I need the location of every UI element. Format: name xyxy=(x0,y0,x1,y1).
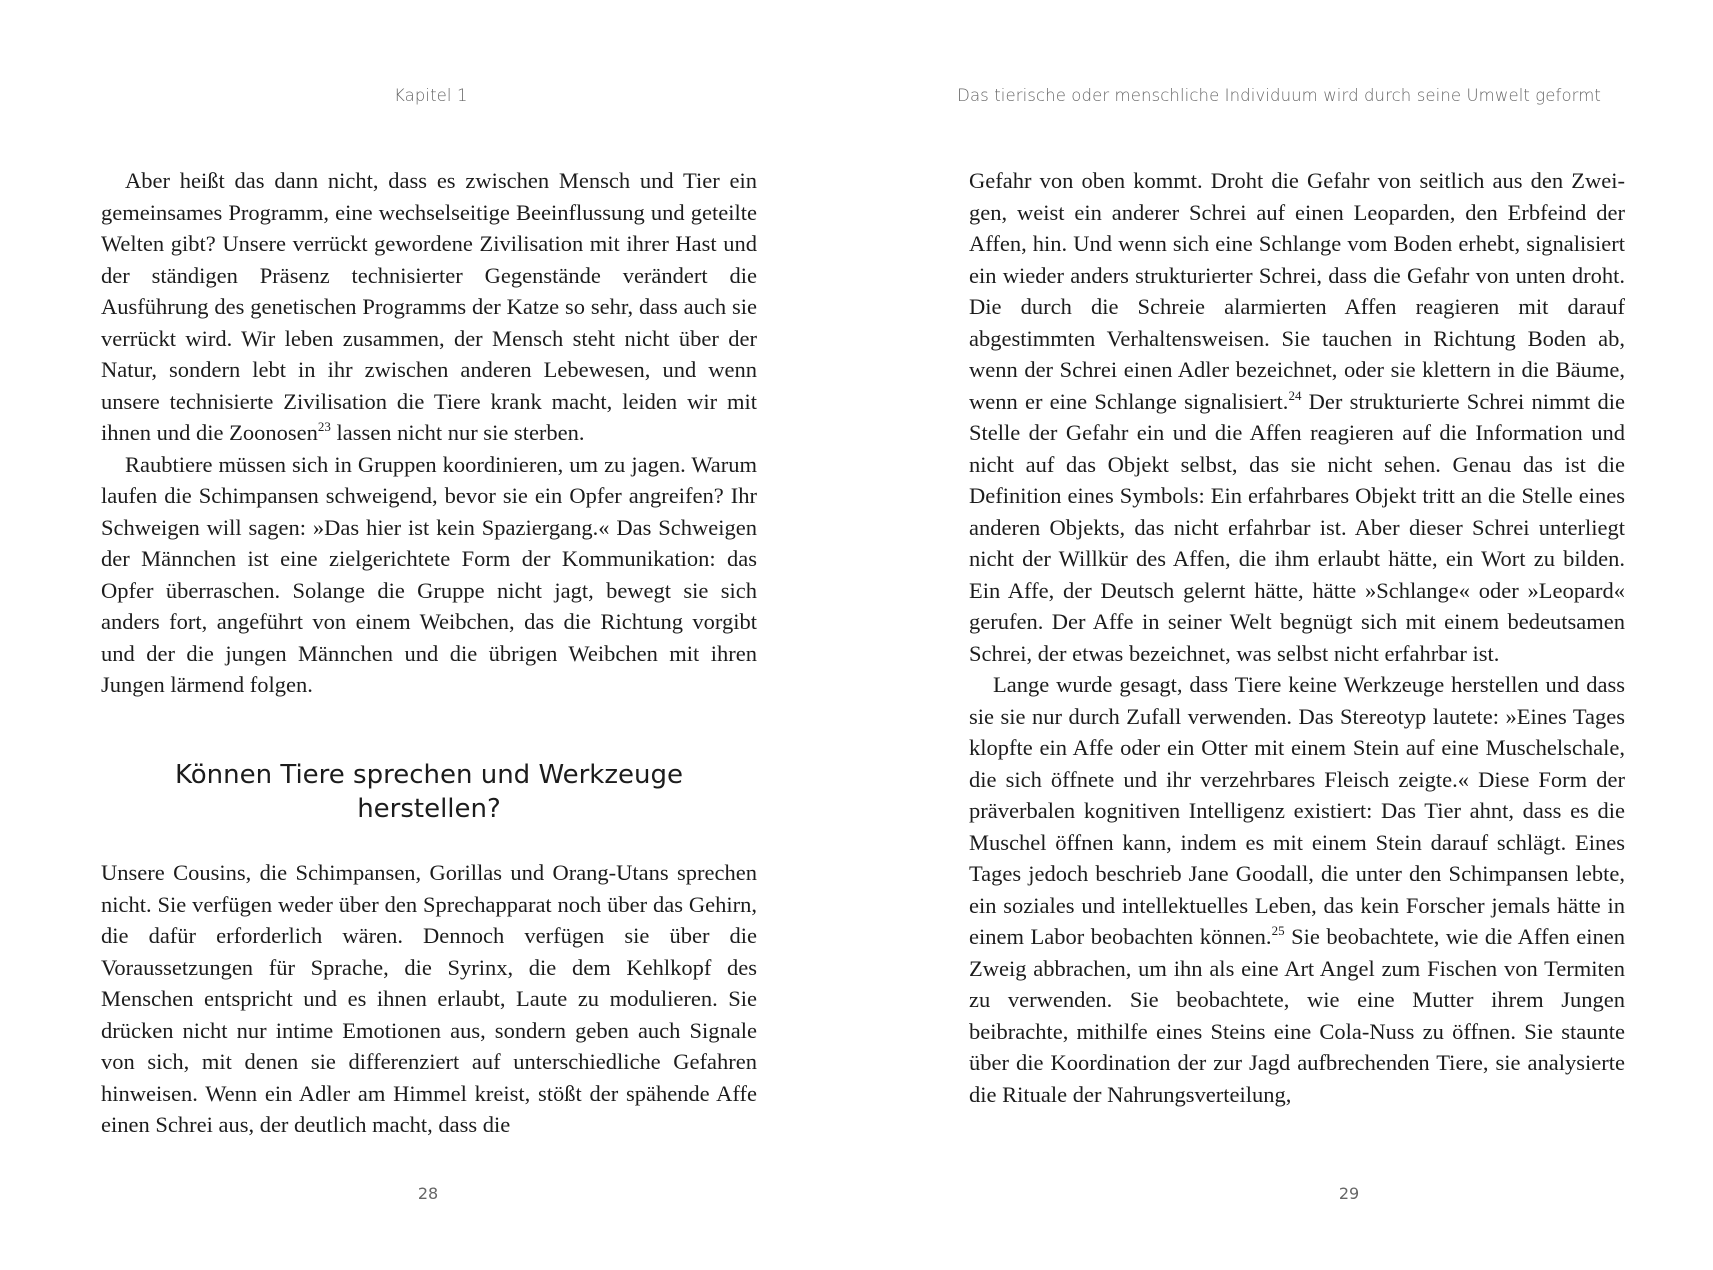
paragraph xyxy=(969,669,1625,1110)
page-number-left: 28 xyxy=(417,1184,439,1203)
left-page xyxy=(0,0,856,1270)
paragraph-text: Sie beobachtete, wie die Affen einen Zweig abbrachen, um ihn als eine Art Angel zum Fischen von Termiten zu verwenden. Sie beobachtete, wie eine Mutter ihrem Jungen beibrachte, mithilfe eines Steins eine Cola-Nuss zu öffnen. Sie staunte über die Koordination der zur Jagd aufbrechenden Tiere, sie analysierte die Rituale der Nahrungsverteilung, xyxy=(969,924,1625,1107)
text-block-right xyxy=(969,165,1625,1110)
paragraph-text: Aber heißt das dann nicht, dass es zwischen Mensch und Tier ein gemeinsames Programm, eine wechselseitige Beeinflussung und geteilte Welten gibt? Unsere verrückt gewordene Zivilisation mit ihrer Hast und der ständigen Präsenz technisierter Gegenstände verändert die Ausführung des genetischen Programms der Katze so sehr, dass auch sie verrückt wird. Wir leben zusammen, der Mensch steht nicht über der Natur, sondern lebt in ihr zwischen anderen Lebewesen, und wenn unsere technisierte Zivilisation die Tiere krank macht, leiden wir mit ihnen und die Zoonosen xyxy=(101,168,757,445)
section-heading-line: Können Tiere sprechen und Werkzeuge xyxy=(175,760,683,790)
footnote-marker[interactable]: 23 xyxy=(317,419,331,434)
paragraph xyxy=(101,165,757,449)
footnote-marker[interactable]: 24 xyxy=(1288,387,1302,403)
paragraph-text: Lange wurde gesagt, dass Tiere keine Werkzeuge herstellen und dass sie sie nur durch Zufall verwenden. Das Stereotyp lautete: »Eines Tages klopfte ein Affe oder ein Otter mit einem Stein auf eine Muschelschale, die sich öffnete und ihr verzehrbares Fleisch zeigte.« Diese Form der präverbalen kognitiven Intelligenz existiert: Das Tier ahnt, dass es die Muschel öffnen kann, indem es mit einem Stein darauf schlägt. Eines Tages jedoch beschrieb Jane Goodall, die unter den Schimpansen lebte, ein soziales und intellektuelles Leben, das kein Forscher jemals hätte in einem Labor beobachten können. xyxy=(969,672,1625,949)
running-head-right: Das tierische oder menschliche Individuum wird durch seine Umwelt geformt xyxy=(957,86,1601,105)
section-heading-line: herstellen? xyxy=(357,794,501,824)
section-heading xyxy=(101,758,757,826)
right-page xyxy=(856,0,1713,1270)
paragraph: Raubtiere müssen sich in Gruppen koordinieren, um zu jagen. Warum laufen die Schimpansen schweigend, bevor sie ein Opfer angreifen? Ihr Schweigen will sagen: »Das hier ist kein Spaziergang.« Das Schweigen der Männchen ist eine zielgerichtete Form der Kommunikation: das Opfer überraschen. Solange die Gruppe nicht jagt, bewegt sie sich anders fort, angeführt von einem Weibchen, das die Richtung vorgibt und der die jungen Männchen und die übrigen Weibchen mit ihren Jungen lärmend folgen. xyxy=(101,451,757,697)
text-block-bottom-left xyxy=(101,857,757,1141)
paragraph-text: Gefahr von oben kommt. Droht die Gefahr von seitlich aus den Zweigen, weist ein anderer Schrei auf einen Leoparden, den Erbfeind der Affen, hin. Und wenn sich eine Schlange vom Boden erhebt, signalisiert ein wieder anders strukturierter Schrei, dass die Gefahr von unten droht. Die durch die Schreie alarmierten Affen reagieren mit darauf abgestimmten Verhaltensweisen. Sie tauchen in Richtung Boden ab, wenn der Schrei einen Adler bezeichnet, oder sie klettern in die Bäume, wenn er eine Schlange signalisiert. xyxy=(969,168,1625,414)
paragraph-text: Der strukturierte Schrei nimmt die Stelle der Gefahr ein und die Affen reagieren auf die Information und nicht auf das Objekt selbst, das sie nicht sehen. Genau das ist die Definition eines Symbols: Ein erfahrbares Objekt tritt an die Stelle eines anderen Objekts, das nicht erfahrbar ist. Aber dieser Schrei unterliegt nicht der Willkür des Affen, die ihm erlaubt hätte, ein Wort zu bilden. Ein Affe, der Deutsch gelernt hätte, hätte »Schlange« oder »Leopard« gerufen. Der Affe in seiner Welt begnügt sich mit einem bedeutsamen Schrei, der etwas bezeichnet, was selbst nicht erfahrbar ist. xyxy=(969,388,1625,666)
page-number-right: 29 xyxy=(1338,1184,1360,1203)
paragraph: Unsere Cousins, die Schimpansen, Gorillas und Orang-Utans sprechen nicht. Sie verfügen weder über den Sprechapparat noch über das Gehirn, die dafür erforderlich wären. Dennoch verfügen sie über die Voraussetzungen für Sprache, die Syrinx, die dem Kehlkopf des Menschen entspricht und es ihnen erlaubt, Laute zu modulieren. Sie drücken nicht nur intime Emotionen aus, sondern geben auch Signale von sich, mit denen sie differenziert auf unterschiedliche Gefahren hinweisen. Wenn ein Adler am Himmel kreist, stößt der spähende Affe einen Schrei aus, der deutlich macht, dass die xyxy=(101,860,757,1137)
paragraph xyxy=(969,165,1625,669)
paragraph-text: lassen nicht nur sie sterben. xyxy=(330,420,585,445)
footnote-marker[interactable]: 25 xyxy=(1271,923,1285,938)
running-head-left: Kapitel 1 xyxy=(394,86,468,105)
text-block-top-left xyxy=(101,165,757,701)
